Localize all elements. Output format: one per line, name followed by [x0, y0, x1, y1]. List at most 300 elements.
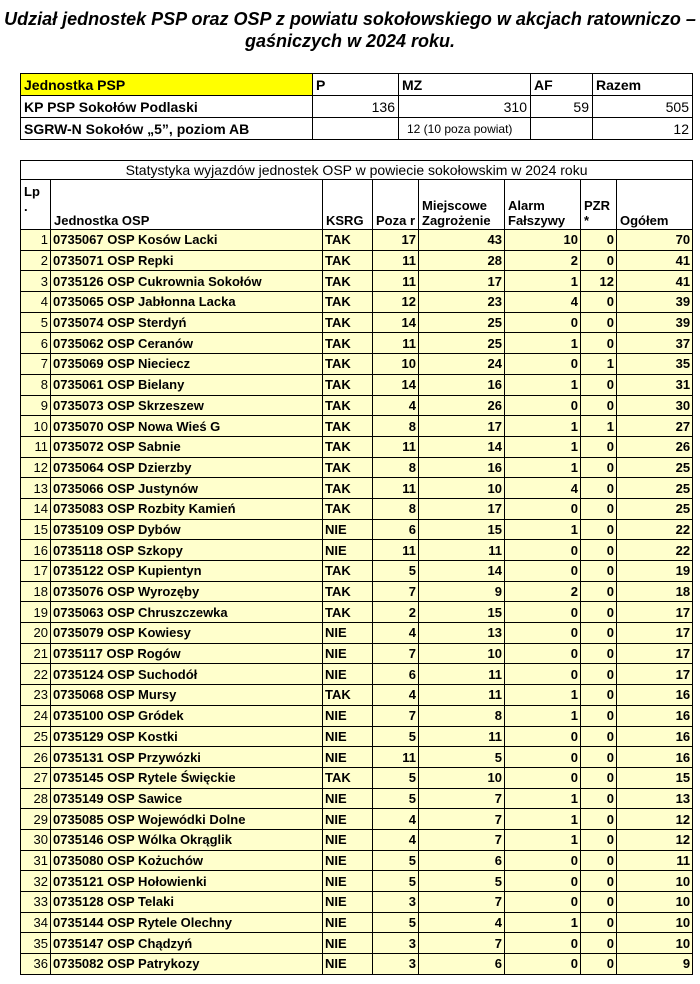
osp-pzr: 1 [581, 354, 617, 375]
osp-lp: 23 [21, 685, 51, 706]
osp-mz: 25 [419, 312, 505, 333]
osp-total: 25 [617, 457, 693, 478]
osp-af: 0 [505, 892, 581, 913]
psp-header-unit: Jednostka PSP [21, 74, 313, 96]
osp-ksrg: TAK [323, 602, 373, 623]
osp-unit: 0735129 OSP Kostki [51, 726, 323, 747]
osp-poza: 6 [373, 664, 419, 685]
osp-unit: 0735068 OSP Mursy [51, 685, 323, 706]
osp-af: 1 [505, 333, 581, 354]
osp-total: 17 [617, 664, 693, 685]
osp-caption: Statystyka wyjazdów jednostek OSP w powiecie sokołowskim w 2024 roku [21, 161, 693, 180]
osp-header-total: Ogółem [617, 180, 693, 230]
table-row [21, 498, 693, 519]
osp-mz: 26 [419, 395, 505, 416]
table-row [21, 954, 693, 975]
osp-unit: 0735124 OSP Suchodół [51, 664, 323, 685]
psp-header-row [21, 74, 693, 96]
psp-mz: 12 (10 poza powiat) [399, 118, 531, 140]
osp-lp: 2 [21, 250, 51, 271]
psp-razem: 12 [593, 118, 693, 140]
osp-lp: 20 [21, 623, 51, 644]
osp-poza: 4 [373, 829, 419, 850]
osp-af: 0 [505, 643, 581, 664]
psp-header-razem: Razem [593, 74, 693, 96]
psp-p: 136 [313, 96, 399, 118]
osp-total: 41 [617, 250, 693, 271]
osp-pzr: 0 [581, 230, 617, 251]
osp-poza: 6 [373, 519, 419, 540]
table-row [21, 395, 693, 416]
table-row [21, 354, 693, 375]
osp-total: 25 [617, 478, 693, 499]
osp-mz: 15 [419, 519, 505, 540]
osp-pzr: 0 [581, 250, 617, 271]
osp-total: 10 [617, 871, 693, 892]
osp-poza: 8 [373, 416, 419, 437]
osp-af: 1 [505, 436, 581, 457]
osp-af: 0 [505, 871, 581, 892]
osp-ksrg: NIE [323, 726, 373, 747]
osp-pzr: 0 [581, 912, 617, 933]
psp-unit: SGRW-N Sokołów „5”, poziom AB [21, 118, 313, 140]
psp-mz: 310 [399, 96, 531, 118]
osp-af: 1 [505, 416, 581, 437]
osp-pzr: 0 [581, 954, 617, 975]
osp-poza: 5 [373, 912, 419, 933]
osp-lp: 7 [21, 354, 51, 375]
table-row [21, 333, 693, 354]
osp-unit: 0735063 OSP Chruszczewka [51, 602, 323, 623]
osp-pzr: 0 [581, 540, 617, 561]
osp-unit: 0735149 OSP Sawice [51, 788, 323, 809]
osp-af: 1 [505, 374, 581, 395]
osp-mz: 5 [419, 871, 505, 892]
osp-pzr: 0 [581, 436, 617, 457]
table-row [21, 581, 693, 602]
osp-pzr: 0 [581, 726, 617, 747]
osp-pzr: 0 [581, 457, 617, 478]
osp-mz: 24 [419, 354, 505, 375]
osp-lp: 32 [21, 871, 51, 892]
osp-pzr: 1 [581, 416, 617, 437]
osp-lp: 16 [21, 540, 51, 561]
osp-poza: 8 [373, 457, 419, 478]
osp-lp: 10 [21, 416, 51, 437]
osp-lp: 18 [21, 581, 51, 602]
psp-table [20, 73, 693, 140]
osp-af: 0 [505, 726, 581, 747]
osp-ksrg: NIE [323, 664, 373, 685]
table-row [21, 809, 693, 830]
osp-pzr: 0 [581, 685, 617, 706]
osp-total: 17 [617, 623, 693, 644]
osp-pzr: 0 [581, 519, 617, 540]
osp-lp: 5 [21, 312, 51, 333]
psp-header-af: AF [531, 74, 593, 96]
osp-pzr: 0 [581, 395, 617, 416]
osp-total: 22 [617, 540, 693, 561]
osp-total: 13 [617, 788, 693, 809]
osp-af: 1 [505, 788, 581, 809]
osp-ksrg: NIE [323, 933, 373, 954]
osp-mz: 25 [419, 333, 505, 354]
osp-mz: 11 [419, 664, 505, 685]
osp-lp: 26 [21, 747, 51, 768]
osp-af: 1 [505, 829, 581, 850]
osp-pzr: 0 [581, 561, 617, 582]
osp-lp: 31 [21, 850, 51, 871]
osp-ksrg: TAK [323, 250, 373, 271]
osp-unit: 0735064 OSP Dzierzby [51, 457, 323, 478]
osp-af: 1 [505, 809, 581, 830]
osp-mz: 7 [419, 788, 505, 809]
table-row [21, 829, 693, 850]
osp-unit: 0735071 OSP Repki [51, 250, 323, 271]
osp-af: 0 [505, 498, 581, 519]
osp-ksrg: TAK [323, 581, 373, 602]
osp-total: 16 [617, 705, 693, 726]
table-row [21, 850, 693, 871]
osp-mz: 9 [419, 581, 505, 602]
osp-unit: 0735079 OSP Kowiesy [51, 623, 323, 644]
osp-ksrg: TAK [323, 292, 373, 313]
osp-pzr: 0 [581, 292, 617, 313]
osp-mz: 10 [419, 767, 505, 788]
osp-unit: 0735145 OSP Rytele Święckie [51, 767, 323, 788]
osp-pzr: 0 [581, 809, 617, 830]
osp-mz: 28 [419, 250, 505, 271]
osp-total: 9 [617, 954, 693, 975]
osp-pzr: 0 [581, 747, 617, 768]
osp-af: 0 [505, 561, 581, 582]
osp-poza: 7 [373, 705, 419, 726]
osp-unit: 0735122 OSP Kupientyn [51, 561, 323, 582]
table-row [21, 374, 693, 395]
osp-pzr: 0 [581, 871, 617, 892]
osp-lp: 25 [21, 726, 51, 747]
osp-total: 16 [617, 747, 693, 768]
osp-lp: 24 [21, 705, 51, 726]
table-row [21, 519, 693, 540]
osp-mz: 10 [419, 478, 505, 499]
osp-lp: 21 [21, 643, 51, 664]
osp-af: 0 [505, 623, 581, 644]
osp-lp: 11 [21, 436, 51, 457]
table-row [21, 871, 693, 892]
osp-total: 18 [617, 581, 693, 602]
osp-total: 25 [617, 498, 693, 519]
osp-unit: 0735061 OSP Bielany [51, 374, 323, 395]
osp-mz: 43 [419, 230, 505, 251]
osp-poza: 5 [373, 561, 419, 582]
osp-total: 22 [617, 519, 693, 540]
osp-mz: 23 [419, 292, 505, 313]
osp-ksrg: TAK [323, 395, 373, 416]
osp-poza: 11 [373, 747, 419, 768]
osp-pzr: 0 [581, 374, 617, 395]
osp-ksrg: NIE [323, 540, 373, 561]
osp-ksrg: TAK [323, 230, 373, 251]
osp-af: 0 [505, 602, 581, 623]
osp-lp: 35 [21, 933, 51, 954]
osp-table [20, 160, 693, 975]
osp-ksrg: TAK [323, 374, 373, 395]
osp-poza: 10 [373, 354, 419, 375]
osp-lp: 36 [21, 954, 51, 975]
osp-pzr: 0 [581, 788, 617, 809]
osp-lp: 30 [21, 829, 51, 850]
osp-ksrg: NIE [323, 954, 373, 975]
osp-pzr: 0 [581, 498, 617, 519]
osp-af: 10 [505, 230, 581, 251]
osp-unit: 0735076 OSP Wyrozęby [51, 581, 323, 602]
osp-poza: 4 [373, 685, 419, 706]
osp-poza: 8 [373, 498, 419, 519]
osp-total: 10 [617, 912, 693, 933]
osp-af: 0 [505, 664, 581, 685]
osp-unit: 0735128 OSP Telaki [51, 892, 323, 913]
osp-lp: 3 [21, 271, 51, 292]
osp-total: 39 [617, 292, 693, 313]
osp-ksrg: NIE [323, 850, 373, 871]
osp-poza: 11 [373, 478, 419, 499]
osp-pzr: 0 [581, 581, 617, 602]
osp-poza: 11 [373, 436, 419, 457]
osp-pzr: 0 [581, 892, 617, 913]
osp-poza: 11 [373, 250, 419, 271]
table-row [21, 643, 693, 664]
osp-unit: 0735069 OSP Nieciecz [51, 354, 323, 375]
osp-poza: 4 [373, 809, 419, 830]
osp-af: 2 [505, 250, 581, 271]
osp-pzr: 0 [581, 664, 617, 685]
table-row [21, 230, 693, 251]
osp-mz: 7 [419, 829, 505, 850]
osp-poza: 5 [373, 788, 419, 809]
osp-mz: 17 [419, 271, 505, 292]
osp-ksrg: TAK [323, 767, 373, 788]
osp-total: 12 [617, 809, 693, 830]
osp-header-af: Alarm Fałszywy [505, 180, 581, 230]
osp-ksrg: NIE [323, 643, 373, 664]
osp-lp: 19 [21, 602, 51, 623]
osp-lp: 34 [21, 912, 51, 933]
osp-lp: 29 [21, 809, 51, 830]
osp-total: 11 [617, 850, 693, 871]
table-row [21, 271, 693, 292]
osp-af: 0 [505, 312, 581, 333]
psp-header-mz: MZ [399, 74, 531, 96]
osp-mz: 16 [419, 457, 505, 478]
osp-unit: 0735083 OSP Rozbity Kamień [51, 498, 323, 519]
osp-poza: 4 [373, 395, 419, 416]
osp-ksrg: NIE [323, 623, 373, 644]
table-row [21, 292, 693, 313]
osp-lp: 15 [21, 519, 51, 540]
osp-mz: 14 [419, 561, 505, 582]
table-row [21, 540, 693, 561]
osp-lp: 13 [21, 478, 51, 499]
osp-ksrg: NIE [323, 519, 373, 540]
osp-mz: 16 [419, 374, 505, 395]
osp-unit: 0735067 OSP Kosów Lacki [51, 230, 323, 251]
osp-af: 0 [505, 540, 581, 561]
osp-total: 17 [617, 602, 693, 623]
osp-lp: 28 [21, 788, 51, 809]
osp-pzr: 0 [581, 478, 617, 499]
table-row [21, 436, 693, 457]
osp-af: 0 [505, 747, 581, 768]
osp-poza: 4 [373, 623, 419, 644]
psp-razem: 505 [593, 96, 693, 118]
osp-af: 1 [505, 457, 581, 478]
table-row [21, 664, 693, 685]
osp-header-poza: Poza r [373, 180, 419, 230]
osp-ksrg: TAK [323, 436, 373, 457]
osp-total: 10 [617, 933, 693, 954]
osp-mz: 6 [419, 850, 505, 871]
osp-ksrg: TAK [323, 478, 373, 499]
osp-mz: 7 [419, 892, 505, 913]
osp-lp: 14 [21, 498, 51, 519]
osp-header-row [21, 180, 693, 230]
osp-ksrg: NIE [323, 892, 373, 913]
osp-caption-row [21, 161, 693, 180]
osp-af: 1 [505, 271, 581, 292]
osp-ksrg: NIE [323, 705, 373, 726]
osp-total: 12 [617, 829, 693, 850]
osp-header-ksrg: KSRG [323, 180, 373, 230]
table-row [21, 685, 693, 706]
osp-lp: 33 [21, 892, 51, 913]
osp-ksrg: NIE [323, 809, 373, 830]
osp-pzr: 0 [581, 829, 617, 850]
osp-poza: 5 [373, 850, 419, 871]
osp-lp: 6 [21, 333, 51, 354]
osp-af: 0 [505, 395, 581, 416]
osp-total: 30 [617, 395, 693, 416]
osp-poza: 5 [373, 767, 419, 788]
osp-mz: 11 [419, 540, 505, 561]
osp-mz: 4 [419, 912, 505, 933]
osp-mz: 8 [419, 705, 505, 726]
table-row [21, 933, 693, 954]
osp-af: 2 [505, 581, 581, 602]
osp-af: 0 [505, 850, 581, 871]
table-row [21, 250, 693, 271]
table-row [21, 767, 693, 788]
osp-total: 39 [617, 312, 693, 333]
osp-pzr: 0 [581, 850, 617, 871]
table-row [21, 312, 693, 333]
osp-ksrg: NIE [323, 871, 373, 892]
osp-poza: 12 [373, 292, 419, 313]
osp-ksrg: NIE [323, 788, 373, 809]
osp-pzr: 0 [581, 933, 617, 954]
osp-poza: 11 [373, 540, 419, 561]
osp-mz: 10 [419, 643, 505, 664]
osp-total: 15 [617, 767, 693, 788]
table-row [21, 747, 693, 768]
osp-poza: 3 [373, 933, 419, 954]
osp-ksrg: NIE [323, 747, 373, 768]
osp-unit: 0735066 OSP Justynów [51, 478, 323, 499]
osp-lp: 17 [21, 561, 51, 582]
osp-unit: 0735080 OSP Kożuchów [51, 850, 323, 871]
osp-unit: 0735100 OSP Gródek [51, 705, 323, 726]
osp-ksrg: TAK [323, 498, 373, 519]
osp-mz: 5 [419, 747, 505, 768]
page-title: Udział jednostek PSP oraz OSP z powiatu sokołowskiego w akcjach ratowniczo – gaśniczych w 2024 roku. [4, 9, 696, 51]
osp-af: 4 [505, 478, 581, 499]
osp-total: 19 [617, 561, 693, 582]
table-row [21, 416, 693, 437]
osp-ksrg: TAK [323, 416, 373, 437]
osp-total: 41 [617, 271, 693, 292]
osp-af: 0 [505, 354, 581, 375]
table-row [21, 457, 693, 478]
psp-af: 59 [531, 96, 593, 118]
psp-p [313, 118, 399, 140]
osp-poza: 17 [373, 230, 419, 251]
osp-af: 0 [505, 933, 581, 954]
table-row [21, 912, 693, 933]
osp-pzr: 0 [581, 312, 617, 333]
osp-unit: 0735085 OSP Wojewódki Dolne [51, 809, 323, 830]
osp-total: 17 [617, 643, 693, 664]
osp-af: 4 [505, 292, 581, 313]
table-row [21, 561, 693, 582]
osp-unit: 0735082 OSP Patrykozy [51, 954, 323, 975]
osp-mz: 6 [419, 954, 505, 975]
osp-unit: 0735131 OSP Przywózki [51, 747, 323, 768]
osp-poza: 2 [373, 602, 419, 623]
osp-ksrg: TAK [323, 312, 373, 333]
osp-lp: 12 [21, 457, 51, 478]
osp-pzr: 12 [581, 271, 617, 292]
osp-mz: 17 [419, 416, 505, 437]
osp-total: 31 [617, 374, 693, 395]
psp-header-p: P [313, 74, 399, 96]
osp-unit: 0735126 OSP Cukrownia Sokołów [51, 271, 323, 292]
osp-unit: 0735121 OSP Hołowienki [51, 871, 323, 892]
osp-total: 35 [617, 354, 693, 375]
osp-mz: 7 [419, 933, 505, 954]
osp-poza: 3 [373, 954, 419, 975]
osp-mz: 7 [419, 809, 505, 830]
osp-unit: 0735117 OSP Rogów [51, 643, 323, 664]
osp-af: 1 [505, 519, 581, 540]
osp-total: 10 [617, 892, 693, 913]
osp-poza: 3 [373, 892, 419, 913]
osp-header-pzr: PZR * [581, 180, 617, 230]
osp-total: 16 [617, 685, 693, 706]
table-row [21, 478, 693, 499]
osp-pzr: 0 [581, 643, 617, 664]
table-row [21, 705, 693, 726]
osp-total: 70 [617, 230, 693, 251]
osp-lp: 1 [21, 230, 51, 251]
osp-unit: 0735070 OSP Nowa Wieś G [51, 416, 323, 437]
osp-unit: 0735074 OSP Sterdyń [51, 312, 323, 333]
osp-poza: 7 [373, 643, 419, 664]
osp-header-lp: Lp . [21, 180, 51, 230]
osp-poza: 7 [373, 581, 419, 602]
osp-mz: 13 [419, 623, 505, 644]
osp-mz: 17 [419, 498, 505, 519]
osp-total: 16 [617, 726, 693, 747]
